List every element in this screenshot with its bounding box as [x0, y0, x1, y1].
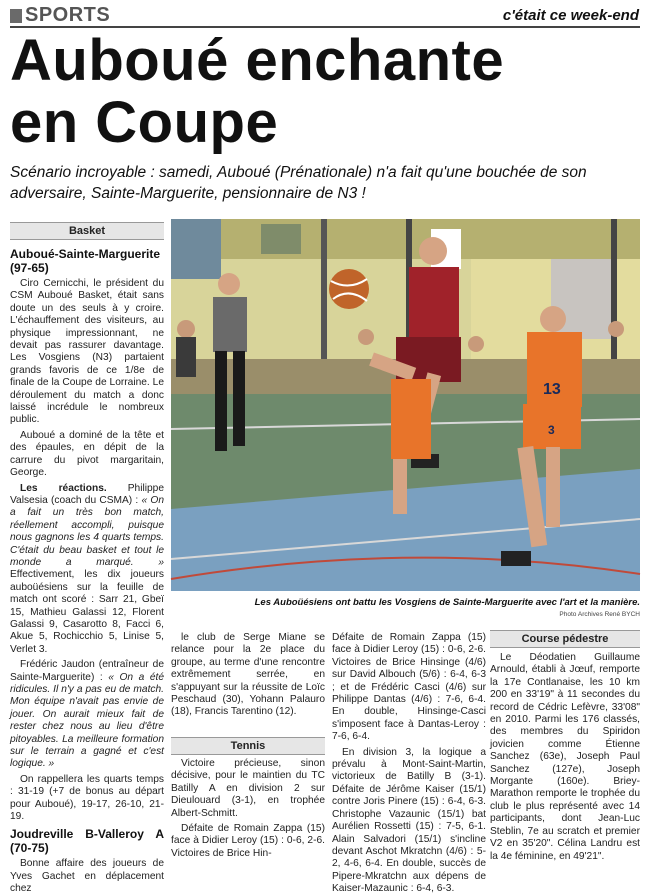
basket-box-header — [10, 222, 164, 240]
photo-caption: Les Auboüésiens ont battu les Vosgiens de Sainte-Marguerite avec l'art et la manière. — [254, 597, 640, 608]
tennis-box-title: Tennis — [171, 737, 325, 755]
jersey-number-3: 3 — [548, 423, 555, 437]
basket-paragraph-4 — [10, 659, 164, 771]
headline — [10, 30, 640, 154]
basket-paragraph-7: le club de Serge Miane se relance pour la 2e place du groupe, au terme d'une rencontre extrêmement serrée, en s'appuyant sur la réussite de Loïc Peschaud (30), Yohann Palauro (18), Francis Tarentino (12). — [171, 632, 325, 718]
basket-paragraph-6: Bonne affaire des joueurs de Yves Gachet en déplacement chez — [10, 858, 164, 895]
section-label: SPORTS — [25, 4, 111, 26]
coach-quote: « On a fait un très bon match, réellement accompli, puisque nous gagnons les 4 quarts temps. C'était du beau basket et tout le monde a marqué. » — [10, 494, 164, 568]
course-paragraph-1: Le Déodatien Guillaume Arnould, établi à Jœuf, remporte la 17e Contlanaise, les 10 km 200 en 33'19" à 11 secondes du record de Cédric Lefèvre, 33'08" en 2010. Parmi les 176 classés, des membres du Spiridon jovicien comme Étienne Sanchez (63e), Joseph Paul Sanchez (127e), Joseph Morgante (160e). Briey-Marathon remporte le trophée du club le plus représenté avec 14 participants, dont Jean-Luc Steblin, 7e au scratch et premier V2 en 35'20". Célina Landru est la 4e féminine, en 49'21". — [490, 652, 640, 862]
basketball-photo — [171, 219, 640, 591]
tennis-article-continued — [332, 632, 486, 895]
tennis-paragraph-1: Victoire précieuse, sinon décisive, pour le maintien du TC Batilly A en division 2 sur Dieulouard (3-1), en trophée Albert-Schmitt. — [171, 758, 325, 819]
course-box-title: Course pédestre — [490, 630, 640, 648]
tennis-paragraph-2: Défaite de Romain Zappa (15) face à Didier Leroy (15) : 0-6, 2-6. Victoires de Brice Hinsinge (4/6) sur David Albouch (5/6) : 6-4, 6-3 ; et de Frédéric Casci (4/6) sur Philippe Dantas (4/6) : 7-6, 6-4. En double, Hinsinge-Casci s'imposent face à Dantas-Leroy : 7-6, 6-4. — [332, 632, 486, 743]
basket-box-title: Basket — [10, 222, 164, 240]
match-title-joudreville: Joudreville B-Valleroy A (70-75) — [10, 827, 164, 856]
basket-paragraph-5: On rappellera les quarts temps : 31-19 (+7 de bonus au départ pour Auboué), 19-17, 26-10, 21-19. — [10, 773, 164, 823]
tennis-article-start — [171, 758, 325, 864]
opponent-coach-intro: Frédéric Jaudon (entraîneur de Sainte-Marguerite) : — [10, 659, 164, 683]
match-title-auboue: Auboué-Sainte-Marguerite (97-65) — [10, 247, 161, 275]
course-box-header — [490, 630, 640, 648]
headline-line-2: en Coupe — [10, 90, 279, 155]
tennis-box-header — [171, 737, 325, 755]
tennis-paragraph-3: En division 3, la logique a prévalu à Mont-Saint-Martin, victorieux de Batilly B (3-1). Défaite de Jérôme Kaiser (15/1) contre Joris Pinere (15) : 6-4, 6-3. Christophe Vazaunic (15/1) bat Aurélien Rossetti (15) : 7-5, 6-1. Alain Salvadori (15/1) s'incline devant Aschot Mkratchn (4/6) : 5-2, 4-6, 6-4. En double, succès de Pipere-Mkratchn aux dépens de Kaiser-Mazaunic : 6-4, 6-3. — [332, 746, 486, 895]
photo-credit: Photo Archives René BYCH — [559, 611, 640, 618]
section-marker — [10, 9, 22, 23]
jersey-number-13: 13 — [543, 381, 561, 398]
basket-article — [10, 243, 165, 895]
game-scene-image — [171, 219, 640, 591]
reactions-intro: Philippe Valsesia (coach du CSMA) : — [10, 482, 164, 506]
course-article — [490, 652, 640, 864]
headline-line-1: Auboué enchante — [10, 28, 505, 93]
tennis-paragraph-2-start: Défaite de Romain Zappa (15) face à Didier Leroy (15) : 0-6, 2-6. Victoires de Brice Hin- — [171, 823, 325, 859]
basket-paragraph-2: Auboué a dominé de la tête et des épaules, en dépit de la carrure du pivot margaritain, George. — [10, 429, 164, 479]
tagline: c'était ce week-end — [502, 7, 639, 24]
basket-paragraph-3 — [10, 483, 164, 657]
reactions-label: Les réactions. — [20, 482, 107, 494]
scorers-text: Effectivement, les dix joueurs auboüésiens sur la feuille de match ont scoré : Sarr 21, Gbeï 15, Mathieu Galassi 12, Florent Galassi 9, Casarotto 8, Facci 6, Akue 5, Rochicchio 5, Linise 5, Verlet 3. — [10, 569, 164, 655]
opponent-coach-quote: « On a été ridicules. Il n'y a pas eu de match. Mon équipe n'avait pas envie de jouer. On aurait mieux fait de rester chez nous au lieu d'être pitoyables. La meilleure formation sur le terrain a gagné et c'est logique. » — [10, 671, 165, 770]
basket-continued — [171, 632, 325, 722]
subheadline: Scénario incroyable : samedi, Auboué (Prénationale) n'a fait qu'une bouchée de son adversaire, Sainte-Marguerite, pensionnaire de N3 ! — [10, 164, 587, 202]
basket-paragraph-1: Ciro Cernicchi, le président du CSM Auboué Basket, était sans doute un des seuls à y croire. L'échauffement des visiteurs, au physique impressionnant, ne devait pas rassurer davantage. Les Vosgiens (N3) partaient grands favoris de ce 1/8e de finale de la Coupe de Lorraine. Le déroulement du match a donc laissé incrédule le nombreux public. — [10, 278, 164, 426]
